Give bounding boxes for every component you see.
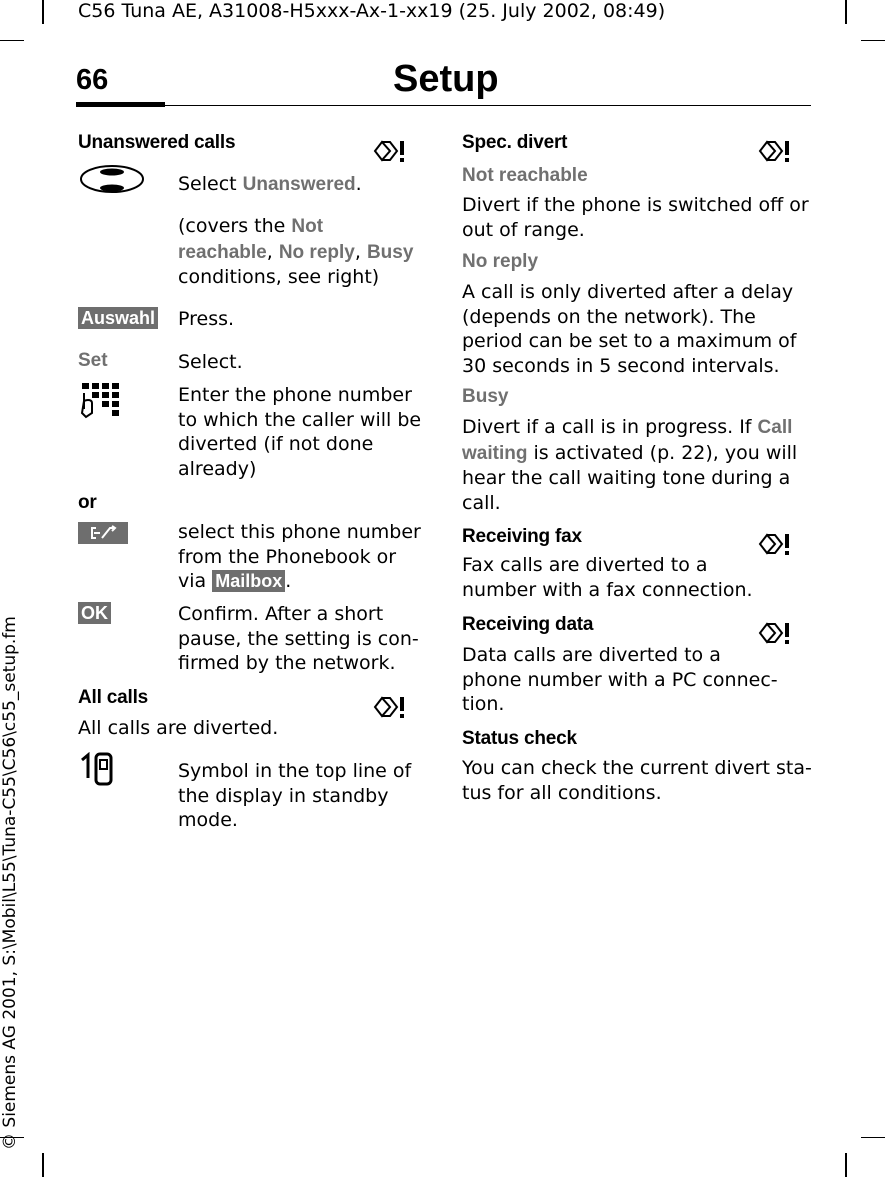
enter-number-text: Enter the phone number to which the caller will be diverted (if not done already) xyxy=(178,384,422,480)
receiving-fax-heading: Receiving fax xyxy=(462,526,582,547)
status-check-text: You can check the current divert sta-tus for all conditions. xyxy=(462,757,812,804)
receiving-data-heading: Receiving data xyxy=(462,614,594,635)
crop-mark xyxy=(861,40,885,41)
phonebook-icon xyxy=(78,522,128,544)
no-reply-text: A call is only diverted after a delay (depends on the network). The period can be set to a maximum of 30 seconds in 5 second intervals. xyxy=(462,281,797,377)
all-calls-heading: All calls xyxy=(78,687,149,708)
network-service-icon xyxy=(757,531,793,557)
not-reachable-text: Divert if the phone is switched off or out of range. xyxy=(462,194,809,241)
crop-mark xyxy=(845,0,847,24)
navigation-key-icon xyxy=(79,163,145,199)
crop-mark xyxy=(42,1153,44,1177)
crop-mark xyxy=(42,0,44,24)
covers-text: (covers the Not reachable, No reply, Busy conditions, see right) xyxy=(178,215,414,288)
crop-mark xyxy=(0,40,24,41)
status-check-heading: Status check xyxy=(462,728,577,749)
select-unanswered-text: Select Unanswered. xyxy=(178,173,362,195)
keypad-icon xyxy=(80,383,120,419)
set-select-text: Select. xyxy=(178,351,243,373)
header-rule xyxy=(165,105,811,106)
confirm-text: Confirm. After a short pause, the setting is con-firmed by the network. xyxy=(178,603,419,674)
unanswered-heading: Unanswered calls xyxy=(78,132,236,153)
page-title: Setup xyxy=(393,58,499,100)
busy-text: Divert if a call is in progress. If Call waiting is activated (p. 22), you will hear the call waiting tone during a call. xyxy=(462,416,798,514)
network-service-icon xyxy=(372,694,408,720)
not-reachable-term: Not reachable xyxy=(462,165,588,186)
auswahl-softkey: Auswahl xyxy=(78,307,158,329)
page-number: 66 xyxy=(76,64,109,96)
mailbox-softkey: Mailbox xyxy=(212,570,285,592)
phonebook-text: select this phone number from the Phonebook or via Mailbox . xyxy=(178,521,421,592)
receiving-data-text: Data calls are diverted to a phone number with a PC connec-tion. xyxy=(462,644,778,715)
symbol-text: Symbol in the top line of the display in standby mode. xyxy=(178,760,412,831)
set-term: Set xyxy=(78,350,108,371)
network-service-icon xyxy=(372,138,408,164)
network-service-icon xyxy=(757,138,793,164)
ok-softkey: OK xyxy=(78,602,111,624)
or-label: or xyxy=(78,492,97,513)
receiving-fax-text: Fax calls are diverted to a number with a fax connection. xyxy=(462,554,753,601)
header-meta: C56 Tuna AE, A31008-H5xxx-Ax-1-xx19 (25. July 2002, 08:49) xyxy=(78,0,666,22)
header-rule-thick xyxy=(76,102,165,107)
sidebar-copyright: © Siemens AG 2001, S:\Mobil\L55\Tuna-C55\C56\c55_setup.fm xyxy=(0,616,20,1150)
spec-divert-heading: Spec. divert xyxy=(462,132,568,153)
busy-term: Busy xyxy=(462,386,509,407)
crop-mark xyxy=(845,1153,847,1177)
no-reply-term: No reply xyxy=(462,251,539,272)
press-text: Press. xyxy=(178,308,235,330)
divert-symbol-icon xyxy=(80,752,120,788)
all-calls-text: All calls are diverted. xyxy=(78,717,279,739)
crop-mark xyxy=(861,1137,885,1138)
